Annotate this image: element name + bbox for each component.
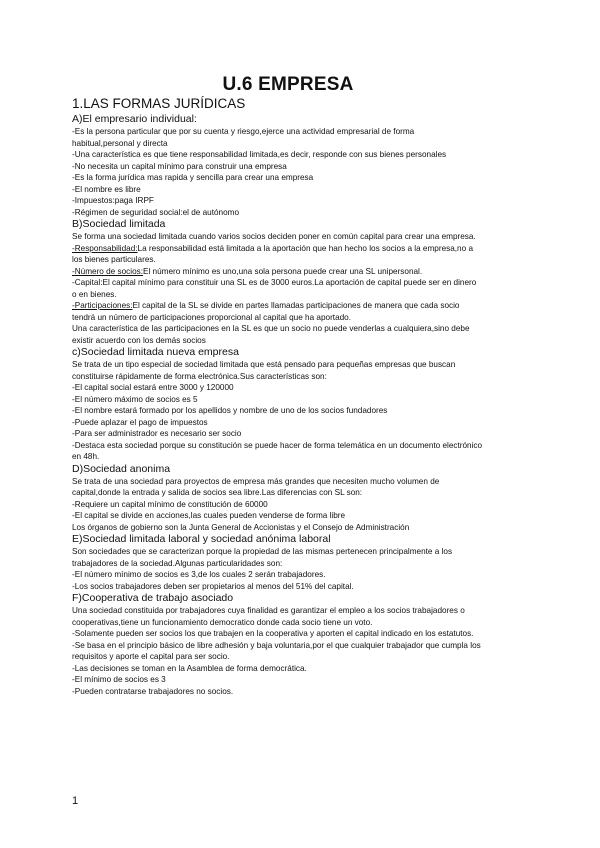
- text-line: -Una característica es que tiene responsabilidad limitada,es decir, responde con sus bienes personales: [72, 150, 447, 159]
- text-line: -El mínimo de socios es 3: [72, 675, 166, 684]
- text-line: -Las decisiones se toman en la Asamblea de forma democrática.: [72, 663, 307, 673]
- text-line: -Los socios trabajadores deben ser propietarios al menos del 51% del capital.: [72, 581, 354, 591]
- text-line: habitual,personal y directa: [72, 138, 168, 148]
- text-line: -No necesita un capital mínimo para construir una empresa: [72, 161, 287, 171]
- text-line: cooperativas,tiene un funcionamiento democratico donde cada socio tiene un voto.: [72, 617, 373, 627]
- text-line: constituirse rápidamente de forma electrónica.Sus características son:: [72, 371, 327, 381]
- text-line: capital,donde la entrada y salida de socios sea libre.Las diferencias con SL son:: [72, 488, 363, 497]
- page-number: 1: [72, 795, 79, 807]
- text-line: -El capital social estará entre 3000 y 120000: [72, 383, 234, 392]
- text-line: -Es la persona particular que por su cuenta y riesgo,ejerce una actividad empresarial de forma: [72, 127, 415, 136]
- text-line: Se trata de una sociedad para proyectos de empresa más grandes que necesiten mucho volumen de: [72, 476, 440, 486]
- text-line: -Solamente pueden ser socios los que trabajen en la cooperativa y aporten el capital indicado en los estatutos.: [72, 629, 474, 638]
- text-line: -Requiere un capital mínimo de constitución de 60000: [72, 499, 268, 509]
- text-line: tendrá un número de participaciones proporcional al capital que ha aportado.: [72, 312, 352, 322]
- text-line: -Se basa en el principio básico de libre adhesión y baja voluntaria,por el que cualquier trabajador que cumpla los: [72, 640, 481, 650]
- text-line: -El nombre es libre: [72, 184, 141, 194]
- text-line: -El número máximo de socios es 5: [72, 394, 198, 404]
- text-line: -Capital:El capital mínimo para constituir una SL es de 3000 euros.La aportación de capital puede ser en dinero: [72, 278, 477, 287]
- text-line: -Impuestos:paga IRPF: [72, 196, 154, 205]
- text-line: -Destaca esta sociedad porque su constitución se puede hacer de forma telemática en un documento electrónico: [72, 440, 483, 450]
- subsection-heading: E)Sociedad limitada laboral y sociedad anónima laboral: [72, 533, 331, 545]
- text-line: -Régimen de seguridad social:el de autónomo: [72, 207, 240, 217]
- text-line: -Es la forma jurídica mas rapida y sencilla para crear una empresa: [72, 173, 314, 182]
- underlined-term: -Número de socios:: [72, 266, 143, 276]
- text-line: -El capital se divide en acciones,las cuales pueden venderse de forma libre: [72, 511, 346, 520]
- page-title: U.6 EMPRESA: [222, 74, 354, 95]
- text-line: Una sociedad constituida por trabajadores cuya finalidad es garantizar el empleo a los socios trabajadores o: [72, 606, 465, 615]
- underlined-term: -Participaciones:: [72, 301, 133, 310]
- document-body: [72, 95, 532, 697]
- text-line: -Para ser administrador es necesario ser socio: [72, 429, 242, 438]
- section-heading: 1.LAS FORMAS JURÍDICAS: [72, 96, 246, 111]
- text-line: Se forma una sociedad limitada cuando varios socios deciden poner en común capital para crear una empresa.: [72, 232, 476, 241]
- text-line: Una característica de las participaciones en la SL es que un socio no puede venderlas a cualquiera,sino debe: [72, 324, 470, 333]
- subsection-heading: c)Sociedad limitada nueva empresa: [72, 346, 239, 358]
- text-line: Se trata de un tipo especial de sociedad limitada que está pensado para pequeñas empresas que buscan: [72, 360, 456, 369]
- text-line: Los órganos de gobierno son la Junta General de Accionistas y el Consejo de Administración: [72, 522, 410, 532]
- underlined-term: -Responsabilidad:: [72, 243, 138, 253]
- text-line: requisitos y aporte el capital para ser socio.: [72, 652, 230, 661]
- text-line: -El nombre estará formado por los apellidos y nombre de uno de los socios fundadores: [72, 406, 388, 415]
- term-description: La responsabilidad está limitada a la aportación que han hecho los socios a la empresa,no a: [137, 243, 473, 253]
- text-line: -Pueden contratarse trabajadores no socios.: [72, 686, 234, 696]
- term-description: El número mínimo es uno,una sola persona puede crear una SL unipersonal.: [143, 266, 423, 276]
- text-line: [72, 266, 532, 278]
- text-line: -El número mínimo de socios es 3,de los cuales 2 serán trabajadores.: [72, 570, 326, 579]
- text-line: en 48h.: [72, 452, 100, 461]
- text-line: [72, 243, 532, 255]
- term-description: El capital de la SL se divide en partes llamadas participaciones de manera que cada socio: [132, 301, 460, 310]
- text-line: Son sociedades que se caracterizan porque la propiedad de las mismas pertenecen principalmente a los: [72, 547, 453, 556]
- text-line: [72, 300, 532, 312]
- subsection-heading: D)Sociedad anonima: [72, 462, 171, 475]
- text-line: los bienes particulares.: [72, 255, 156, 264]
- text-line: -Puede aplazar el pago de impuestos: [72, 417, 208, 427]
- subsection-heading: F)Cooperativa de trabajo asociado: [72, 592, 234, 604]
- text-line: trabajadores de la sociedad.Algunas particularidades son:: [72, 558, 283, 568]
- text-line: existir acuerdo con los demás socios: [72, 335, 206, 345]
- text-line: o en bienes.: [72, 289, 117, 299]
- subsection-heading: B)Sociedad limitada: [72, 218, 166, 230]
- subsection-heading: A)El empresario individual:: [72, 113, 197, 125]
